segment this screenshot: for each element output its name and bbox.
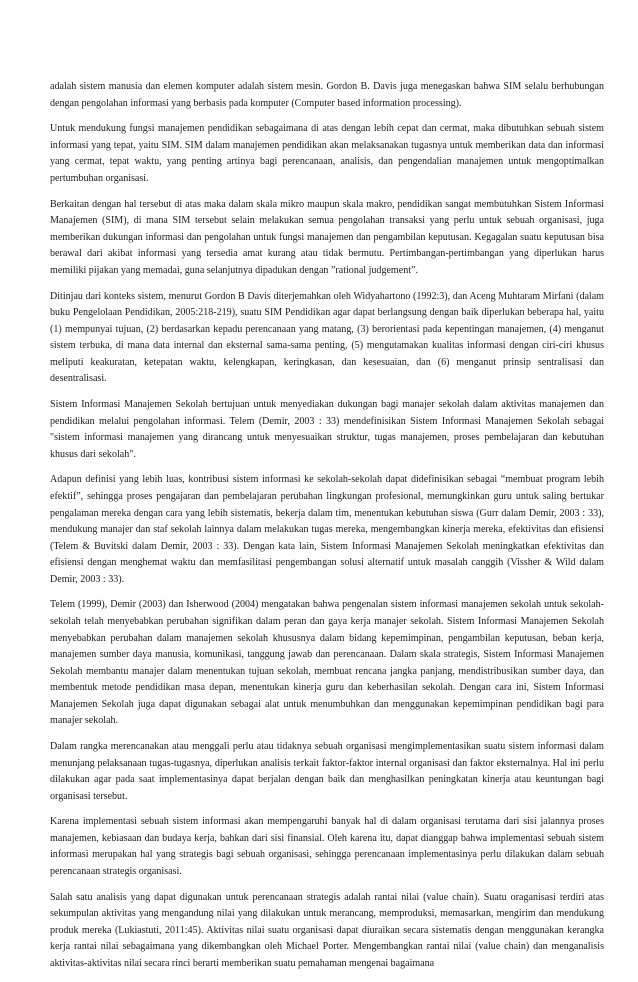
- paragraph-6: Adapun definisi yang lebih luas, kontribusi sistem informasi ke sekolah-sekolah dapat didefinisikan sebagai “membuat program lebih efektif”, sehingga proses pengajaran dan pembelajaran perubahan lingkungan profesional, memungkinkan guru untuk saling bertukar pengalaman mereka dengan cara yang lebih sistematis, bekerja dalam tim, menentukan kebutuhan siswa (Gurr dalam Demir, 2003 : 33), mendukung manajer dan staf sekolah lainnya dalam melakukan tugas mereka, mengembangkan kinerja mereka, efektivitas dan efisiensi (Telem & Buvitski dalam Demir, 2003 : 33). Dengan kata lain, Sistem Informasi Manajemen Sekolah meningkatkan efektivitas dan efisiensi dengan menghemat waktu dan memfasilitasi pengembangan solusi alternatif untuk masalah canggih (Vissher & Wild dalam Demir, 2003 : 33).: [50, 474, 604, 585]
- paragraph-2: Untuk mendukung fungsi manajemen pendidikan sebagaimana di atas dengan lebih cepat dan cermat, maka dibutuhkan sebuah sistem informasi yang tepat, yaitu SIM. SIM dalam manajemen pendidikan akan melaksanakan tugasnya untuk memberikan data dan informasi yang cermat, tepat waktu, yang penting artinya bagi perencanaan, analisis, dan pengendalian manajemen untuk mengoptimalkan pertumbuhan organisasi.: [50, 123, 604, 184]
- paragraph-8: Dalam rangka merencanakan atau menggali perlu atau tidaknya sebuah organisasi mengimplementasikan suatu sistem informasi dalam menunjang pelaksanaan tugas-tugasnya, diperlukan analisis terkait faktor-faktor internal organisasi dan faktor eksternalnya. Hal ini perlu dilakukan agar pada saat implementasinya dapat berjalan dengan baik dan menghasilkan peningkatan kinerja atau keuntungan bagi organisasi tersebut.: [50, 741, 604, 802]
- paragraph-9: Karena implementasi sebuah sistem informasi akan mempengaruhi banyak hal di dalam organisasi terutama dari sisi jalannya proses manajemen, kebiasaan dan budaya kerja, bahkan dari sisi finansial. Oleh karena itu, dapat dianggap bahwa implementasi sebuah sistem informasi merupakan hal yang strategis bagi sebuah organisasi, sehingga perencanaan implementasinya perlu dilakukan dalam sebuah perencanaan strategis organisasi.: [50, 816, 604, 878]
- paragraph-1: adalah sistem manusia dan elemen komputer adalah sistem mesin. Gordon B. Davis juga menegaskan bahwa SIM selalu berhubungan dengan pengolahan informasi yang berbasis pada komputer (Computer based information processing).: [50, 81, 604, 109]
- paragraph-3: Berkaitan dengan hal tersebut di atas maka dalam skala mikro maupun skala makro, pendidikan sangat membutuhkan Sistem Informasi Manajemen (SIM), di mana SIM tersebut selain melakukan semua pengolahan transaksi yang perlu untuk sebuah organisasi, juga memberikan dukungan informasi dan pengolahan untuk fungsi manajemen dan pengambilan keputusan. Kegagalan suatu keputusan bisa berawal dari akibat informasi yang tersedia amat kurang atau tidak bermutu. Pertimbangan-pertimbangan yang diperlukan harus memiliki pijakan yang memadai, guna selanjutnya dipadukan dengan ”rational judgement”.: [50, 198, 604, 276]
- paragraph-7: Telem (1999), Demir (2003) dan Isherwood (2004) mengatakan bahwa pengenalan sistem informasi manajemen sekolah untuk sekolah-sekolah telah menyebabkan perubahan signifikan dalam peran dan gaya kerja manajer sekolah. Sistem Informasi Manajemen Sekolah menyebabkan perubahan dalam manajemen sekolah khususnya dalam bidang kepemimpinan, pengambilan keputusan, beban kerja, manajemen sumber daya manusia, komunikasi, tanggung jawab dan perencanaan. Dalam skala strategis, Sistem Informasi Manajemen Sekolah membantu manajer dalam menentukan tujuan sekolah, membuat rencana jangka panjang, mendistribusikan sumber daya, dan membentuk metode pendidikan masa depan, menentukan kinerja guru dan keberhasilan sekolah. Dengan cara ini, Sistem Informasi Manajemen Sekolah juga dapat digunakan sebagai alat untuk menumbuhkan dan menggunakan kepemimpinan pendidikan bagi para manajer sekolah.: [50, 599, 604, 727]
- paragraph-4: Ditinjau dari konteks sistem, menurut Gordon B Davis diterjemahkan oleh Widyahartono (1992:3), dan Aceng Muhtaram Mirfani (dalam buku Pengelolaan Pendidikan, 2005:218-219), suatu SIM Pendidikan agar dapat berlangsung dengan baik diperlukan beberapa hal, yaitu (1) mempunyai tujuan, (2) berdasarkan kepadu perencanaan yang matang, (3) berorientasi pada kepentingan manajemen, (4) menganut sistem terbuka, di mana data internal dan eksternal sama-sama penting, (5) mengutamakan kualitas informasi dengan ciri-ciri khusus meliputi keakuratan, ketepatan waktu, kelengkapan, keringkasan, dan kesesuaian, dan (6) menganut prinsip sentralisasi dan desentralisasi.: [50, 290, 604, 385]
- paragraph-5: Sistem Informasi Manajemen Sekolah bertujuan untuk menyediakan dukungan bagi manajer sekolah dalam aktivitas manajemen dan pendidikan melalui pengolahan informasi. Telem (Demir, 2003 : 33) mendefinisikan Sistem Informasi Manajemen Sekolah sebagai "sistem informasi manajemen yang dirancang untuk menyesuaikan struktur, tugas manajemen, proses pembelajaran dan kebutuhan khusus dari sekolah".: [50, 399, 604, 460]
- paragraph-10: Salah satu analisis yang dapat digunakan untuk perencanaan strategis adalah rantai nilai (value chain). Suatu oraganisasi terdiri atas sekumpulan aktivitas yang mengandung nilai yang dilakukan untuk merancang, memproduksi, memasarkan, mengirim dan mendukung produk mereka (Lukiastuti, 2011:45). Aktivitas nilai suatu organisasi dapat diuraikan secara sistematis dengan menggunakan kerangka kerja rantai nilai sebagaimana yang dikembangkan oleh Michael Porter. Mengembangkan rantai nilai (value chain) dan menganalisis aktivitas-aktivitas nilai secara rinci berarti memberikan suatu pemahaman mengenai bagaimana: [50, 891, 604, 969]
- document-page: [50, 79, 604, 982]
